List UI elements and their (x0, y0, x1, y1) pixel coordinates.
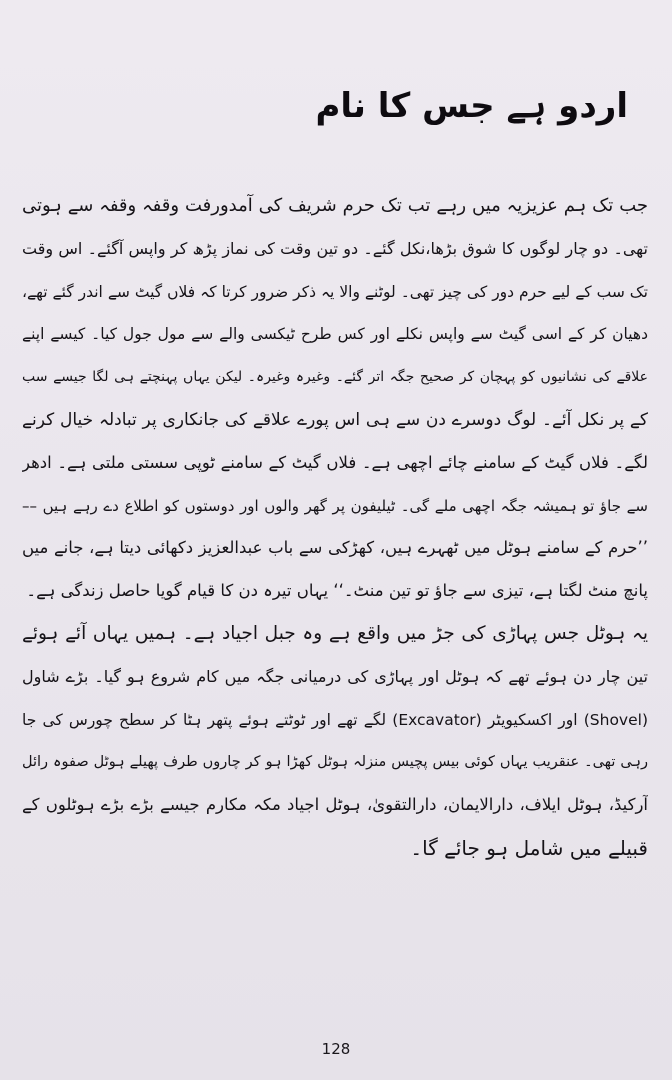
text-line: یہ ہوٹل جس پہاڑی کی جڑ میں واقع ہے وہ جبل اجیاد ہے۔ ہمیں یہاں آئے ہوئے (22, 622, 648, 644)
text-line: لگے۔ فلاں گیٹ کے سامنے چائے اچھی ہے۔ فلاں گیٹ کے سامنے ٹوپی سستی ملتی ہے۔ ادھر (22, 452, 648, 472)
text-line: کے پر نکل آئے۔ لوگ دوسرے دن سے ہی اس پورے علاقے کی جانکاری پر تبادلہ خیال کرنے (22, 409, 648, 430)
page-number: 128 (321, 1040, 351, 1058)
text-line: دھیان کر کے اسی گیٹ سے واپس نکلے اور کس طرح ٹیکسی والے سے مول جول کیا۔ کیسے اپنے (22, 325, 648, 344)
text-line: جب تک ہم عزیزیہ میں رہے تب تک حرم شریف کی آمدورفت وقفہ وقفہ سے ہوتی (22, 195, 648, 216)
text-line: (Shovel) اور اکسکیویٹر (Excavator) لگے تھے اور ٹوٹتے ہوئے پتھر ہٹا کر سطح چورس کی جا (22, 710, 648, 729)
text-line: تھی۔ دو چار لوگوں کا شوق بڑھا،نکل گئے۔ دو تین وقت کی نماز پڑھ کر واپس آگئے۔ اس وقت (22, 238, 648, 258)
chapter-title: اردو ہے جس کا نام (315, 86, 628, 126)
text-line: ’’حرم کے سامنے ہوٹل میں ٹھہرے ہیں، کھڑکی سے باب عبدالعزیز دکھائی دیتا ہے، جانے میں (22, 538, 648, 558)
text-line: تین چار دن ہوئے تھے کہ ہوٹل اور پہاڑی کی درمیانی جگہ میں کام شروع ہو گیا۔ بڑے شاول (22, 666, 648, 686)
text-line: تک سب کے لیے حرم دور کی چیز تھی۔ لوٹنے والا یہ ذکر ضرور کرتا کہ فلاں گیٹ سے اندر گئے تھے، (22, 282, 648, 301)
body-text (22, 185, 648, 870)
text-line: علاقے کی نشانیوں کو پہچان کر صحیح جگہ اتر گئے۔ وغیرہ وغیرہ۔ لیکن یہاں پہنچتے ہی لگا جیسے سب (22, 369, 648, 386)
text-line: پانچ منٹ لگتا ہے، تیزی سے جاؤ تو تین منٹ۔‘‘ یہاں تیرہ دن کا قیام گویا حاصل زندگی ہے۔ (26, 581, 648, 601)
text-line: قبیلے میں شامل ہو جائے گا۔ (410, 835, 648, 860)
text-line: رہی تھی۔ عنقریب یہاں کوئی بیس پچیس منزلہ ہوٹل کھڑا ہو کر چاروں طرف پھیلے ہوٹل صفوہ رائل (22, 754, 648, 771)
text-line: آرکیڈ، ہوٹل ایلاف، دارالایمان، دارالتقویٰ، ہوٹل اجیاد مکہ مکارم جیسے بڑے بڑے ہوٹلوں کے (22, 795, 648, 815)
text-line: سے جاؤ تو ہمیشہ جگہ اچھی ملے گی۔ ٹیلیفون پر گھر والوں اور دوستوں کو اطلاع دے رہے ہیں –– (22, 496, 648, 515)
